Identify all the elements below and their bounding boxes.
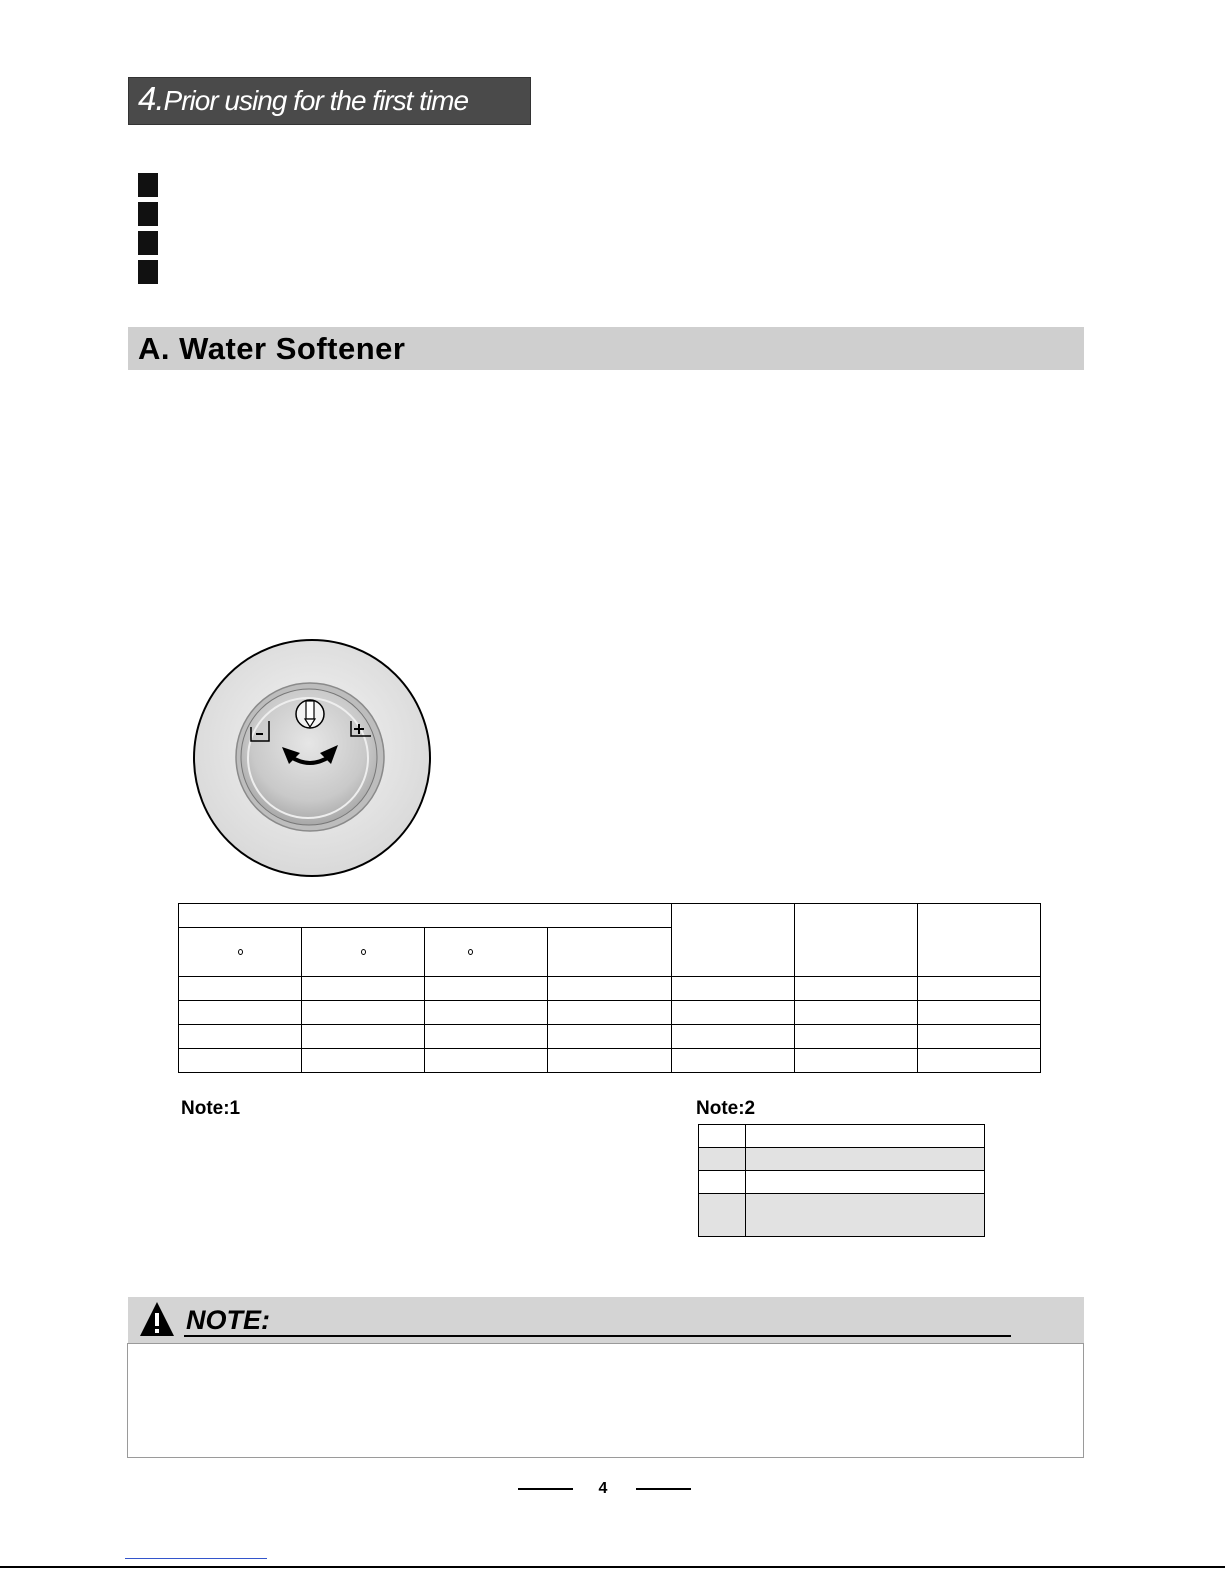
bullet-marker	[138, 231, 158, 255]
section-title	[138, 80, 468, 120]
subsection-title: A. Water Softener	[138, 331, 406, 366]
warning-triangle-icon	[138, 1300, 176, 1338]
note-heading: NOTE:	[186, 1305, 270, 1335]
page-number-rule-right	[636, 1488, 691, 1490]
table-header-cell	[302, 928, 425, 977]
section-number: 4.	[138, 80, 164, 117]
table-row	[699, 1171, 985, 1194]
table-row	[179, 977, 1041, 1001]
note-underline	[184, 1335, 1011, 1337]
table-row	[699, 1148, 985, 1171]
table-header-cell	[179, 904, 672, 928]
bullet-marker	[138, 260, 158, 284]
hyperlink-underline[interactable]	[125, 1558, 267, 1559]
note-2-label: Note:2	[696, 1098, 756, 1119]
table-row	[179, 1001, 1041, 1025]
note-content-box	[127, 1343, 1084, 1458]
table-header-cell	[671, 904, 794, 977]
table-header-cell	[425, 928, 548, 977]
degree-symbol	[361, 949, 366, 955]
table-header-cell	[917, 904, 1040, 977]
bullet-marker	[138, 202, 158, 226]
degree-symbol	[468, 949, 473, 955]
table-row	[179, 1025, 1041, 1049]
table-header-cell	[179, 928, 302, 977]
dial-knob-icon	[189, 637, 435, 883]
note-2-table	[698, 1124, 985, 1237]
page-number-rule-left	[518, 1488, 573, 1490]
bullet-marker	[138, 173, 158, 197]
note-1-label: Note:1	[181, 1098, 241, 1119]
table-header-cell	[548, 928, 671, 977]
water-hardness-table	[178, 903, 1041, 1073]
page-number: 4	[598, 1480, 608, 1497]
table-row	[179, 1049, 1041, 1073]
table-row	[699, 1125, 985, 1148]
bottom-border	[0, 1566, 1225, 1568]
table-header-cell	[794, 904, 917, 977]
degree-symbol	[238, 949, 243, 955]
table-row	[699, 1194, 985, 1237]
section-title-text: Prior using for the first time	[163, 85, 469, 116]
